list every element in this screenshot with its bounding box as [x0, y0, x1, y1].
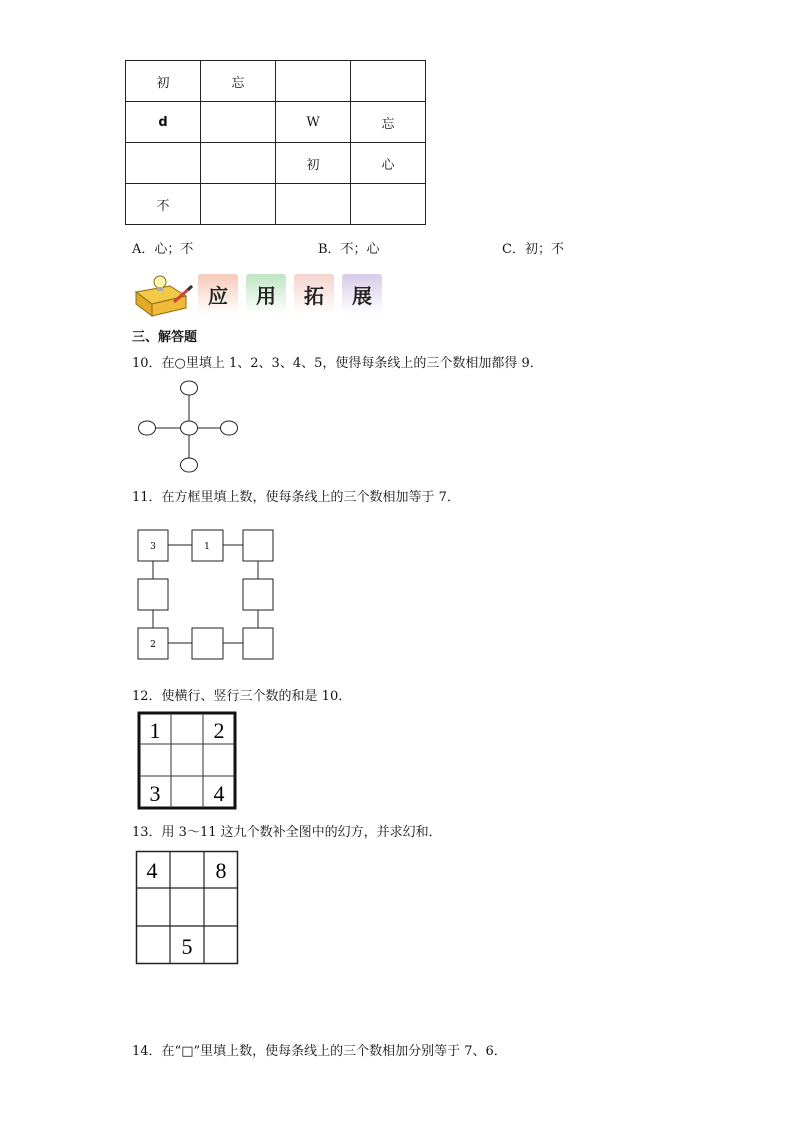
section-title: 三、解答题 [132, 330, 198, 345]
grid-number: 2 [213, 718, 225, 743]
table-cell [276, 61, 351, 102]
banner-tile-2 [246, 274, 286, 314]
table-cell [201, 184, 276, 225]
banner-char: 展 [352, 283, 372, 308]
table-cell: d [126, 102, 201, 143]
table-cell: 忘 [351, 102, 426, 143]
application-banner [130, 272, 390, 318]
table-cell [276, 184, 351, 225]
option-b[interactable]: B．不；心 [318, 242, 380, 257]
question-11: 11．在方框里填上数，使每条线上的三个数相加等于 7． [132, 490, 460, 505]
number-box[interactable] [138, 579, 168, 610]
blank-circle[interactable] [181, 458, 198, 472]
q12-grid-figure [136, 710, 240, 812]
square-number: 8 [215, 858, 227, 883]
grid-number: 3 [149, 781, 161, 806]
table-cell: W [276, 102, 351, 143]
table-row [126, 143, 426, 184]
table-cell: 忘 [201, 61, 276, 102]
number-box[interactable] [243, 579, 273, 610]
blank-circle[interactable] [139, 421, 156, 435]
banner-char: 应 [208, 283, 228, 308]
number-box[interactable] [243, 530, 273, 561]
banner-char: 拓 [304, 283, 324, 308]
table-row [126, 184, 426, 225]
number-box[interactable] [243, 628, 273, 659]
option-c[interactable]: C．初；不 [502, 242, 564, 257]
q10-cross-figure [136, 378, 242, 474]
grid-number: 4 [213, 781, 225, 806]
answer-grid-table [125, 60, 426, 225]
q13-magic-square [135, 850, 241, 966]
toolbox-lightbulb-icon [130, 272, 194, 318]
box-number: 2 [150, 640, 156, 650]
question-12: 12．使横行、竖行三个数的和是 10． [132, 689, 352, 704]
table-cell: 初 [276, 143, 351, 184]
blank-circle[interactable] [181, 421, 198, 435]
table-cell [351, 61, 426, 102]
table-cell: 初 [126, 61, 201, 102]
table-cell: 心 [351, 143, 426, 184]
table-cell [201, 102, 276, 143]
banner-char: 用 [256, 283, 276, 308]
table-cell: 不 [126, 184, 201, 225]
table-row [126, 102, 426, 143]
square-number: 4 [146, 858, 158, 883]
question-14: 14．在“□”里填上数，使每条线上的三个数相加分别等于 7、6． [132, 1044, 507, 1059]
table-cell [126, 143, 201, 184]
blank-circle[interactable] [221, 421, 238, 435]
grid-number: 1 [149, 718, 161, 743]
blank-circle[interactable] [181, 381, 198, 395]
table-row [126, 61, 426, 102]
table-cell [351, 184, 426, 225]
table-cell [201, 143, 276, 184]
box-number: 1 [204, 542, 210, 552]
square-number: 5 [181, 934, 193, 959]
option-a[interactable]: A．心；不 [132, 242, 194, 257]
banner-tile-3 [294, 274, 334, 314]
banner-tile-1 [198, 274, 238, 314]
number-box[interactable] [192, 628, 223, 659]
banner-tile-4 [342, 274, 382, 314]
q11-square-figure [136, 528, 276, 662]
question-13: 13．用 3～11 这九个数补全图中的幻方，并求幻和． [132, 825, 442, 840]
question-10: 10．在○里填上 1、2、3、4、5，使得每条线上的三个数相加都得 9． [132, 356, 543, 371]
box-number: 3 [150, 542, 156, 552]
